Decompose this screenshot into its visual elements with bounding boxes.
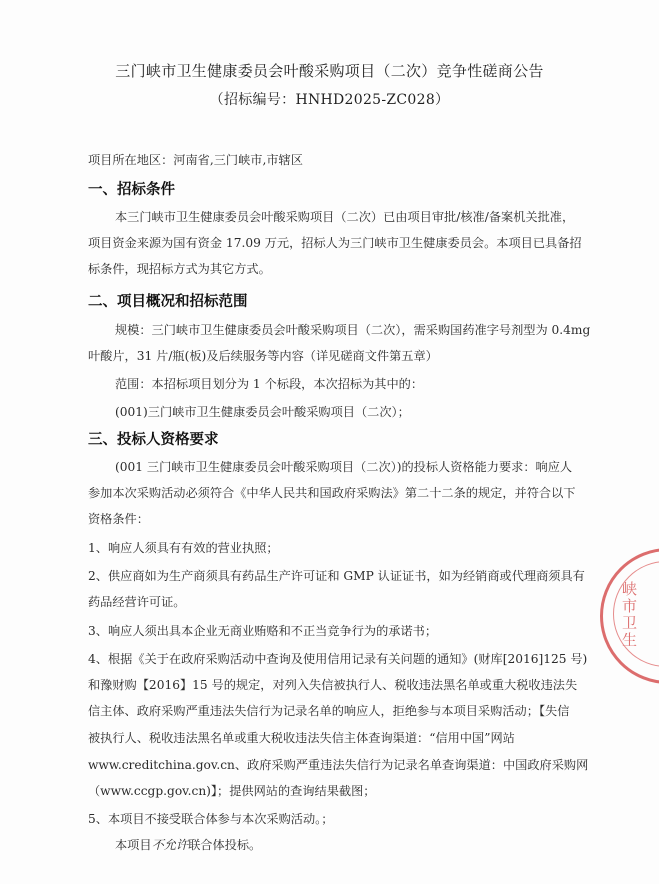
section-heading-1: 一、招标条件 — [88, 182, 175, 198]
section1-line: 本三门峡市卫生健康委员会叶酸采购项目（二次）已由项目审批/核准/备案机关批准， — [115, 210, 575, 224]
section1-line: 项目资金来源为国有资金 17.09 万元，招标人为三门峡市卫生健康委员会。本项目已具备招 — [88, 236, 582, 250]
section3-line: 参加本次采购活动必须符合《中华人民共和国政府采购法》第二十二条的规定，并符合以下 — [88, 486, 576, 500]
document-title: 三门峡市卫生健康委员会叶酸采购项目（二次）竞争性磋商公告 — [115, 62, 544, 80]
joint-bid-italic: 不允许 — [151, 838, 189, 852]
section3-line: 和豫财购【2016】15 号的规定，对列入失信被执行人、税收违法黑名单或重大税收违法失 — [88, 678, 578, 692]
section3-line: 药品经营许可证。 — [88, 595, 186, 609]
section3-line: 4、根据《关于在政府采购活动中查询及使用信用记录有关问题的通知》(财库[2016]125 号) — [88, 652, 588, 666]
joint-bid-prefix: 本项目 — [115, 838, 152, 852]
section2-line: (001)三门峡市卫生健康委员会叶酸采购项目（二次）； — [115, 405, 410, 419]
section3-line: www.creditchina.gov.cn、政府采购严重违法失信行为记录名单查询渠道：中国政府采购网 — [88, 758, 589, 772]
section3-line: 1、响应人须具有有效的营业执照； — [88, 541, 279, 555]
section3-line: (001 三门峡市卫生健康委员会叶酸采购项目（二次）)的投标人资格能力要求：响应人 — [115, 460, 573, 474]
joint-bid-suffix: 联合体投标。 — [188, 838, 262, 852]
section3-line: 3、响应人须出具本企业无商业贿赂和不正当竞争行为的承诺书； — [88, 624, 438, 638]
section2-line: 叶酸片，31 片/瓶(板)及后续服务等内容（详见磋商文件第五章） — [88, 349, 438, 363]
section3-line: 信主体、政府采购严重违法失信行为记录名单的响应人，拒绝参与本项目采购活动；【失信 — [88, 704, 570, 718]
section1-line: 标条件，现招标方式为其它方式。 — [88, 262, 271, 276]
section2-line: 范围：本招标项目划分为 1 个标段，本次招标为其中的： — [115, 377, 424, 391]
section3-line: 5、本项目不接受联合体参与本次采购活动。； — [88, 812, 334, 826]
section3-line: 2、供应商如为生产商须具有药品生产许可证和 GMP 认证证书，如为经销商或代理商须具有 — [88, 569, 585, 583]
section-heading-2: 二、项目概况和招标范围 — [88, 294, 248, 310]
tender-number: （招标编号：HNHD2025-ZC028） — [209, 92, 450, 108]
official-seal — [600, 548, 659, 684]
joint-bid-note — [115, 837, 261, 853]
project-location: 项目所在地区：河南省,三门峡市,市辖区 — [88, 153, 303, 167]
section-heading-3: 三、投标人资格要求 — [88, 432, 219, 448]
section3-line: 资格条件： — [88, 512, 149, 526]
section3-line: （www.ccgp.gov.cn)】；提供网站的查询结果截图； — [88, 784, 376, 798]
seal-text: 峡市卫生 — [620, 581, 638, 649]
section2-line: 规模：三门峡市卫生健康委员会叶酸采购项目（二次），需采购国药准字号剂型为 0.4mg — [115, 323, 591, 337]
section3-line: 被执行人、税收违法黑名单或重大税收违法失信主体查询渠道：“信用中国”网站 — [88, 731, 515, 745]
